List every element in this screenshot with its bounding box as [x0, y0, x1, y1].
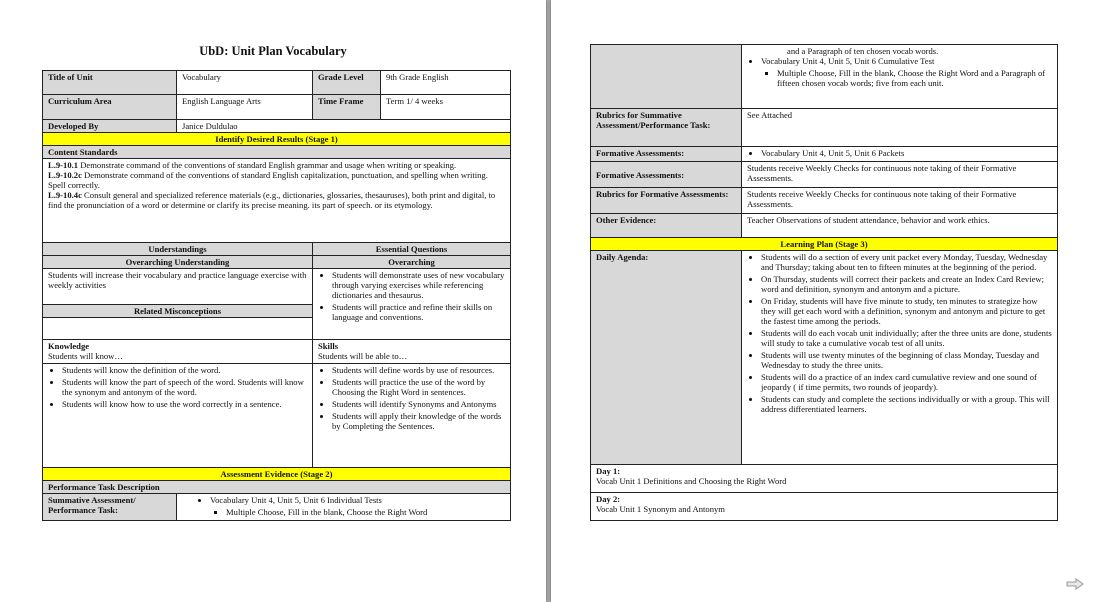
list-item: • Students will use twenty minutes of the beginning of class Monday, Tuesday and Wednesday to study the three units. [761, 350, 1052, 370]
time-value: Term 1/ 4 weeks [381, 95, 511, 120]
list-item: • Students will demonstrate uses of new vocabulary through varying exercises while referencing dictionaries and thesaurus. [332, 270, 505, 300]
page-2 [551, 0, 1100, 602]
understanding-text: Students will increase their vocabulary and practice language exercise with weekly activities [43, 269, 313, 305]
rubrics-formative-label: Rubrics for Formative Assessments: [591, 188, 742, 214]
list-item: • Students will practice the use of the word by Choosing the Right Word in sentences. [332, 377, 505, 397]
list-item: • Vocabulary Unit 4, Unit 5, Unit 6 Cumulative Test [761, 56, 1052, 66]
overarching-list [313, 269, 511, 340]
skills-list [313, 364, 511, 468]
essential-questions-label: Essential Questions [313, 243, 511, 256]
list-item: • Students will identify Synonyms and Antonyms [332, 399, 505, 409]
unit-plan-table-continued [590, 44, 1058, 521]
list-item: • Vocabulary Unit 4, Unit 5, Unit 6 Individual Tests [210, 495, 505, 505]
list-item: ▪ Multiple Choose, Fill in the blank, Choose the Right Word [226, 507, 505, 517]
page-1 [0, 0, 546, 602]
title-label: Title of Unit [43, 71, 177, 95]
continued-line: and a Paragraph of ten chosen vocab words. [787, 46, 939, 56]
other-evidence-value: Teacher Observations of student attendance, behavior and work ethics. [742, 214, 1058, 238]
list-item: • Students can study and complete the sections individually or with a group. This will address differentiated learners. [761, 394, 1052, 414]
next-page-arrow-icon[interactable] [1066, 578, 1084, 590]
developed-by-value: Janice Duldulao [177, 120, 511, 133]
knowledge-sub: Students will know… [48, 351, 123, 361]
grade-value: 9th Grade English [381, 71, 511, 95]
day2-value: Vocab Unit 1 Synonym and Antonym [596, 504, 725, 514]
standard-2: L.9-10.2c Demonstrate command of the conventions of standard English capitalization, punctuation, and spelling when writing. Spell correctly. [48, 170, 488, 190]
list-item: • Students will know the definition of the word. [62, 365, 307, 375]
list-item: • Students will know the part of speech of the word. Students will know the synonym and antonym of the word. [62, 377, 307, 397]
document-title: UbD: Unit Plan Vocabulary [199, 44, 347, 58]
other-evidence-label: Other Evidence: [591, 214, 742, 238]
unit-plan-table [42, 70, 511, 521]
day1-row [591, 465, 1058, 493]
list-item: ▪ Multiple Choose, Fill in the blank, Choose the Right Word and a Paragraph of fifteen chosen vocab words; five from each unit. [777, 68, 1052, 88]
day2-row [591, 493, 1058, 521]
developed-by-label: Developed By [43, 120, 177, 133]
rubrics-formative-value: Students receive Weekly Checks for continuous note taking of their Formative Assessments. [742, 188, 1058, 214]
time-label: Time Frame [313, 95, 381, 120]
formative-label-2: Formative Assessments: [591, 162, 742, 188]
knowledge-list [43, 364, 313, 468]
rubrics-summative-label: Rubrics for Summative Assessment/Performance Task: [591, 109, 742, 147]
list-item: • Students will do each vocab unit individually; after the three units are done, students will study to take a cumulative vocab test of all units. [761, 328, 1052, 348]
stage2-heading: Assessment Evidence (Stage 2) [43, 468, 511, 481]
skills-label: Skills [318, 341, 339, 351]
stage3-heading: Learning Plan (Stage 3) [591, 238, 1058, 251]
list-item: • On Friday, students will have five minute to study, ten minutes to strategize how they will get each word with a definition, synonym and antonym and picture to get the fastest time among the periods. [761, 296, 1052, 326]
formative-label-1: Formative Assessments: [591, 147, 742, 162]
misconceptions-label: Related Misconceptions [43, 305, 313, 318]
area-label: Curriculum Area [43, 95, 177, 120]
list-item: • Students will know how to use the word correctly in a sentence. [62, 399, 307, 409]
list-item: • Students will do a practice of an index card cumulative review and one sound of jeopardy ( if time permits, two rounds of jeopardy). [761, 372, 1052, 392]
continued-list [742, 45, 1058, 109]
standard-3: L.9-10.4c Consult general and specialized reference materials (e.g., dictionaries, glossaries, thesauruses), both print and digital, to find the pronunciation of a word or determine or clarify its precise meaning. its part of speech. or its etymology. [48, 190, 496, 210]
daily-agenda-label: Daily Agenda: [591, 251, 742, 465]
list-item: • Vocabulary Unit 4, Unit 5, Unit 6 Packets [761, 148, 1052, 158]
continued-label [591, 45, 742, 109]
formative-list [742, 147, 1058, 162]
daily-agenda-list [742, 251, 1058, 465]
skills-header [313, 340, 511, 364]
day2-label: Day 2: [596, 494, 621, 504]
misconceptions-value [43, 318, 313, 340]
content-standards-label: Content Standards [43, 146, 511, 159]
overarching-understanding-label: Overarching Understanding [43, 256, 313, 269]
skills-sub: Students will be able to… [318, 351, 408, 361]
list-item: • On Thursday, students will correct their packets and create an Index Card Review; word and definition, synonym and antonym and a picture. [761, 274, 1052, 294]
list-item: • Students will do a section of every unit packet every Monday, Tuesday, Wednesday and Thursday; taking about ten to fifteen minutes at the beginning of the period. [761, 252, 1052, 272]
day1-label: Day 1: [596, 466, 621, 476]
list-item: • Students will define words by use of resources. [332, 365, 505, 375]
knowledge-header [43, 340, 313, 364]
title-value: Vocabulary [177, 71, 313, 95]
understandings-label: Understandings [43, 243, 313, 256]
formative-value-2: Students receive Weekly Checks for continuous note taking of their Formative Assessments. [742, 162, 1058, 188]
rubrics-summative-value: See Attached [742, 109, 1058, 147]
overarching-label: Overarching [313, 256, 511, 269]
day1-value: Vocab Unit 1 Definitions and Choosing the Right Word [596, 476, 787, 486]
list-item: • Students will practice and refine their skills on language and conventions. [332, 302, 505, 322]
list-item: • Students will apply their knowledge of the words by Completing the Sentences. [332, 411, 505, 431]
knowledge-label: Knowledge [48, 341, 90, 351]
performance-task-label: Performance Task Description [43, 481, 511, 494]
stage1-heading: Identify Desired Results (Stage 1) [43, 133, 511, 146]
content-standards [43, 159, 511, 243]
summative-label: Summative Assessment/ Performance Task: [43, 494, 177, 521]
standard-1: L.9-10.1 Demonstrate command of the conventions of standard English grammar and usage when writing or speaking. [48, 160, 457, 170]
area-value: English Language Arts [177, 95, 313, 120]
summative-list [177, 494, 511, 521]
grade-label: Grade Level [313, 71, 381, 95]
